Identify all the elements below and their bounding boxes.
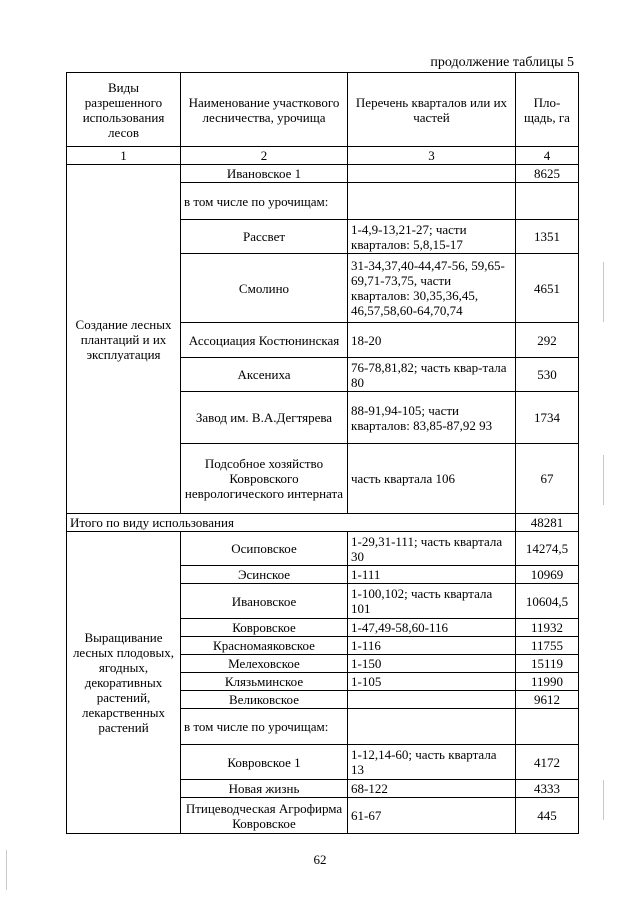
table-row (67, 165, 579, 183)
col-number: 2 (181, 147, 348, 165)
area-cell: 15119 (516, 655, 579, 673)
quarters-cell: 76-78,81,82; часть квар-тала 80 (348, 358, 516, 392)
forestry-name: Смолино (181, 254, 348, 323)
area-cell: 530 (516, 358, 579, 392)
forestry-name: Осиповское (181, 532, 348, 566)
area-cell: 1351 (516, 220, 579, 254)
scan-artifact (603, 780, 604, 820)
forestry-name: Эсинское (181, 566, 348, 584)
quarters-cell: 1-12,14-60; часть квартала 13 (348, 745, 516, 780)
col-number: 1 (67, 147, 181, 165)
forestry-name: Птицеводческая Агрофирма Ковровское (181, 798, 348, 834)
header-use-type: Виды разрешенного использования лесов (67, 73, 181, 147)
area-cell: 11755 (516, 637, 579, 655)
col-number: 4 (516, 147, 579, 165)
page-number: 62 (313, 852, 327, 867)
forestry-name: Рассвет (181, 220, 348, 254)
quarters-cell (348, 183, 516, 220)
table-continuation-label: продолжение таблицы 5 (430, 55, 574, 70)
area-cell: 292 (516, 323, 579, 358)
forestry-name: Красномаяковское (181, 637, 348, 655)
quarters-cell (348, 709, 516, 745)
quarters-cell: 1-29,31-111; часть квартала 30 (348, 532, 516, 566)
quarters-cell (348, 691, 516, 709)
quarters-cell (348, 165, 516, 183)
forestry-name: Ассоциация Костюнинская (181, 323, 348, 358)
area-cell (516, 709, 579, 745)
forestry-name: Великовское (181, 691, 348, 709)
area-cell: 4333 (516, 780, 579, 798)
header-forestry: Наименование участкового лесничества, урочища (181, 73, 348, 147)
forestry-name: Ковровское 1 (181, 745, 348, 780)
header-area: Пло-щадь, га (516, 73, 579, 147)
quarters-cell: 1-150 (348, 655, 516, 673)
quarters-cell: 18-20 (348, 323, 516, 358)
quarters-cell: 1-47,49-58,60-116 (348, 619, 516, 637)
forestry-name: Мелеховское (181, 655, 348, 673)
including-label: в том числе по урочищам: (181, 709, 348, 745)
quarters-cell: 1-105 (348, 673, 516, 691)
area-cell: 445 (516, 798, 579, 834)
use-type-cell: Выращивание лесных плодовых, ягодных, декоративных растений, лекарственных растений (67, 532, 181, 834)
including-label: в том числе по урочищам: (181, 183, 348, 220)
table-row (67, 532, 579, 566)
quarters-cell: 68-122 (348, 780, 516, 798)
area-cell: 67 (516, 444, 579, 514)
forestry-name: Завод им. В.А.Дегтярева (181, 392, 348, 444)
quarters-cell: 61-67 (348, 798, 516, 834)
total-label: Итого по виду использования (67, 514, 516, 532)
area-cell: 1734 (516, 392, 579, 444)
quarters-cell: 1-111 (348, 566, 516, 584)
header-quarters: Перечень кварталов или их частей (348, 73, 516, 147)
quarters-cell: 1-116 (348, 637, 516, 655)
area-cell: 10604,5 (516, 584, 579, 619)
area-cell: 8625 (516, 165, 579, 183)
scan-artifact (603, 262, 604, 322)
forest-use-table (66, 72, 579, 834)
scan-artifact (603, 455, 604, 505)
total-area: 48281 (516, 514, 579, 532)
col-number: 3 (348, 147, 516, 165)
forestry-name: Подсобное хозяйство Ковровского неврологического интерната (181, 444, 348, 514)
forestry-name: Ковровское (181, 619, 348, 637)
quarters-cell: часть квартала 106 (348, 444, 516, 514)
area-cell: 11932 (516, 619, 579, 637)
total-row (67, 514, 579, 532)
area-cell: 11990 (516, 673, 579, 691)
use-type-cell: Создание лесных плантаций и их эксплуатация (67, 165, 181, 514)
forestry-name: Аксениха (181, 358, 348, 392)
area-cell: 4651 (516, 254, 579, 323)
forestry-name: Клязьминское (181, 673, 348, 691)
quarters-cell: 1-100,102; часть квартала 101 (348, 584, 516, 619)
forestry-name: Новая жизнь (181, 780, 348, 798)
quarters-cell: 88-91,94-105; части кварталов: 83,85-87,92 93 (348, 392, 516, 444)
forestry-name: Ивановское (181, 584, 348, 619)
area-cell: 10969 (516, 566, 579, 584)
area-cell (516, 183, 579, 220)
forestry-name: Ивановское 1 (181, 165, 348, 183)
area-cell: 9612 (516, 691, 579, 709)
scan-artifact (6, 850, 7, 890)
quarters-cell: 1-4,9-13,21-27; части кварталов: 5,8,15-17 (348, 220, 516, 254)
area-cell: 14274,5 (516, 532, 579, 566)
quarters-cell: 31-34,37,40-44,47-56, 59,65-69,71-73,75, части кварталов: 30,35,36,45, 46,57,58,60-64,70,74 (348, 254, 516, 323)
area-cell: 4172 (516, 745, 579, 780)
